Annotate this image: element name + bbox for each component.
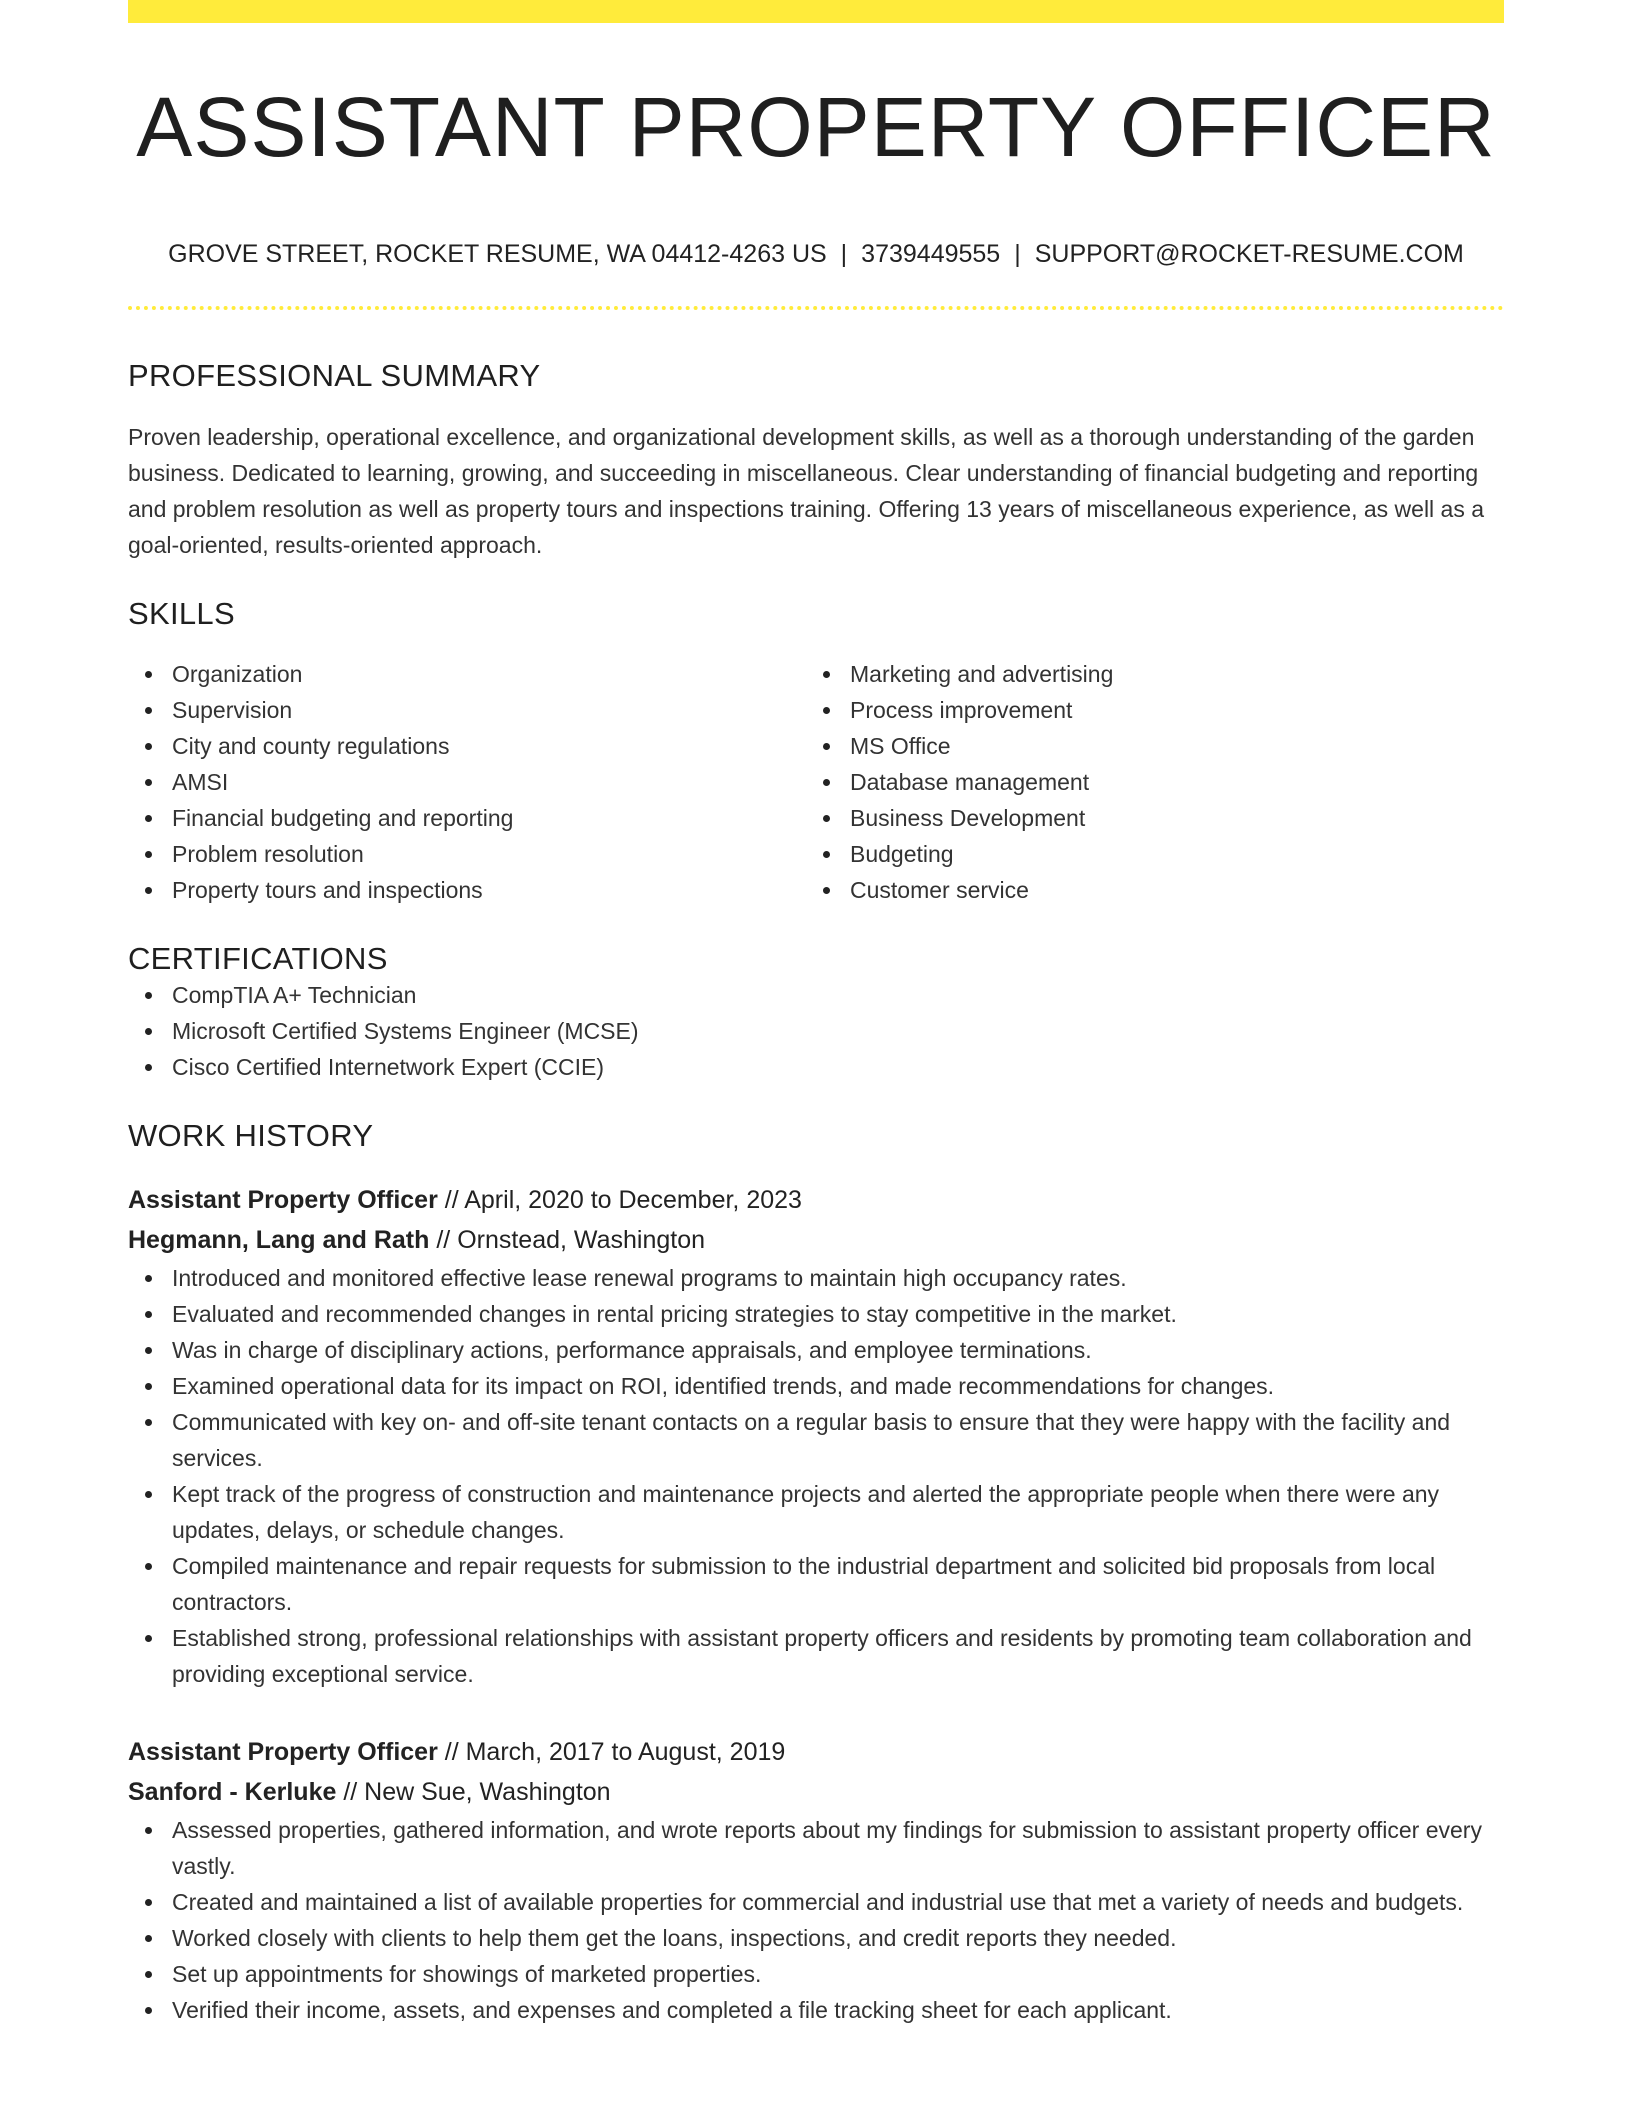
job-company-line — [128, 1772, 1504, 1812]
list-item: Process improvement — [850, 692, 1484, 728]
certifications-list — [128, 977, 1504, 1085]
list-item: Organization — [172, 656, 806, 692]
list-item: Marketing and advertising — [850, 656, 1484, 692]
dotted-divider — [128, 306, 1504, 310]
list-item: Supervision — [172, 692, 806, 728]
list-item: Verified their income, assets, and expenses and completed a file tracking sheet for each applicant. — [172, 1992, 1504, 2028]
list-item: Budgeting — [850, 836, 1484, 872]
list-item: Kept track of the progress of construction and maintenance projects and alerted the appropriate people when there were any updates, delays, or schedule changes. — [172, 1476, 1504, 1548]
list-item: Compiled maintenance and repair requests for submission to the industrial department and solicited bid proposals from local contractors. — [172, 1548, 1504, 1620]
summary-heading: PROFESSIONAL SUMMARY — [128, 358, 541, 394]
contact-separator: | — [840, 240, 848, 269]
skills-columns — [128, 656, 1504, 908]
job-bullets — [128, 1812, 1504, 2028]
job-entry — [128, 1180, 1504, 1692]
list-item: Was in charge of disciplinary actions, performance appraisals, and employee terminations. — [172, 1332, 1504, 1368]
list-item: Created and maintained a list of available properties for commercial and industrial use that met a variety of needs and budgets. — [172, 1884, 1504, 1920]
list-item: Communicated with key on- and off-site tenant contacts on a regular basis to ensure that they were happy with the facility and services. — [172, 1404, 1504, 1476]
list-item: Cisco Certified Internetwork Expert (CCIE) — [172, 1049, 1504, 1085]
job-location: // New Sue, Washington — [336, 1778, 611, 1807]
list-item: City and county regulations — [172, 728, 806, 764]
list-item: AMSI — [172, 764, 806, 800]
job-title-line — [128, 1180, 1504, 1220]
list-item: Evaluated and recommended changes in rental pricing strategies to stay competitive in the market. — [172, 1296, 1504, 1332]
skills-list-left — [128, 656, 806, 908]
list-item: Established strong, professional relationships with assistant property officers and residents by promoting team collaboration and providing exceptional service. — [172, 1620, 1504, 1692]
job-title: Assistant Property Officer — [128, 1186, 438, 1215]
work-history-section — [128, 1117, 1504, 2028]
accent-top-bar — [128, 0, 1504, 23]
certifications-section — [128, 940, 1504, 1085]
job-title: Assistant Property Officer — [128, 1738, 438, 1767]
list-item: Financial budgeting and reporting — [172, 800, 806, 836]
skills-column-left — [128, 656, 806, 908]
work-history-heading: WORK HISTORY — [128, 1117, 374, 1153]
job-location: // Ornstead, Washington — [429, 1226, 706, 1255]
job-dates: // March, 2017 to August, 2019 — [437, 1738, 786, 1767]
list-item: Customer service — [850, 872, 1484, 908]
summary-section — [128, 357, 1504, 562]
list-item: Business Development — [850, 800, 1484, 836]
contact-line — [128, 239, 1504, 269]
job-title-line — [128, 1732, 1504, 1772]
contact-phone: 3739449555 — [861, 240, 1001, 269]
list-item: Set up appointments for showings of marketed properties. — [172, 1956, 1504, 1992]
list-item: Microsoft Certified Systems Engineer (MCSE) — [172, 1013, 1504, 1049]
list-item: CompTIA A+ Technician — [172, 977, 1504, 1013]
contact-address: GROVE STREET, ROCKET RESUME, WA 04412-4263 US — [168, 240, 827, 269]
list-item: Examined operational data for its impact on ROI, identified trends, and made recommendations for changes. — [172, 1368, 1504, 1404]
list-item: Introduced and monitored effective lease renewal programs to maintain high occupancy rates. — [172, 1260, 1504, 1296]
job-company: Sanford - Kerluke — [128, 1778, 337, 1807]
skills-section — [128, 595, 1504, 908]
job-bullets — [128, 1260, 1504, 1692]
contact-separator: | — [1014, 240, 1021, 269]
list-item: Assessed properties, gathered information, and wrote reports about my findings for submission to assistant property officer every vastly. — [172, 1812, 1504, 1884]
skills-column-right — [806, 656, 1484, 908]
job-entry — [128, 1732, 1504, 2028]
certifications-heading: CERTIFICATIONS — [128, 940, 388, 976]
list-item: Problem resolution — [172, 836, 806, 872]
list-item: Worked closely with clients to help them get the loans, inspections, and credit reports they needed. — [172, 1920, 1504, 1956]
resume-name: ASSISTANT PROPERTY OFFICER — [136, 80, 1496, 174]
list-item: Property tours and inspections — [172, 872, 806, 908]
job-company-line — [128, 1220, 1504, 1260]
job-company: Hegmann, Lang and Rath — [128, 1226, 430, 1255]
skills-heading: SKILLS — [128, 595, 235, 631]
job-dates: // April, 2020 to December, 2023 — [437, 1186, 802, 1215]
resume-page — [128, 0, 1504, 2028]
summary-text: Proven leadership, operational excellence, and organizational development skills, as well as a thorough understanding of the garden business. Dedicated to learning, growing, and succeeding in miscellaneous. Clear understanding of financial budgeting and reporting and problem resolution as well as property tours and inspections training. Offering 13 years of miscellaneous experience, as well as a goal-oriented, results-oriented approach. — [128, 423, 1485, 558]
contact-email: SUPPORT@ROCKET-RESUME.COM — [1034, 240, 1464, 269]
list-item: Database management — [850, 764, 1484, 800]
list-item: MS Office — [850, 728, 1484, 764]
skills-list-right — [806, 656, 1484, 908]
